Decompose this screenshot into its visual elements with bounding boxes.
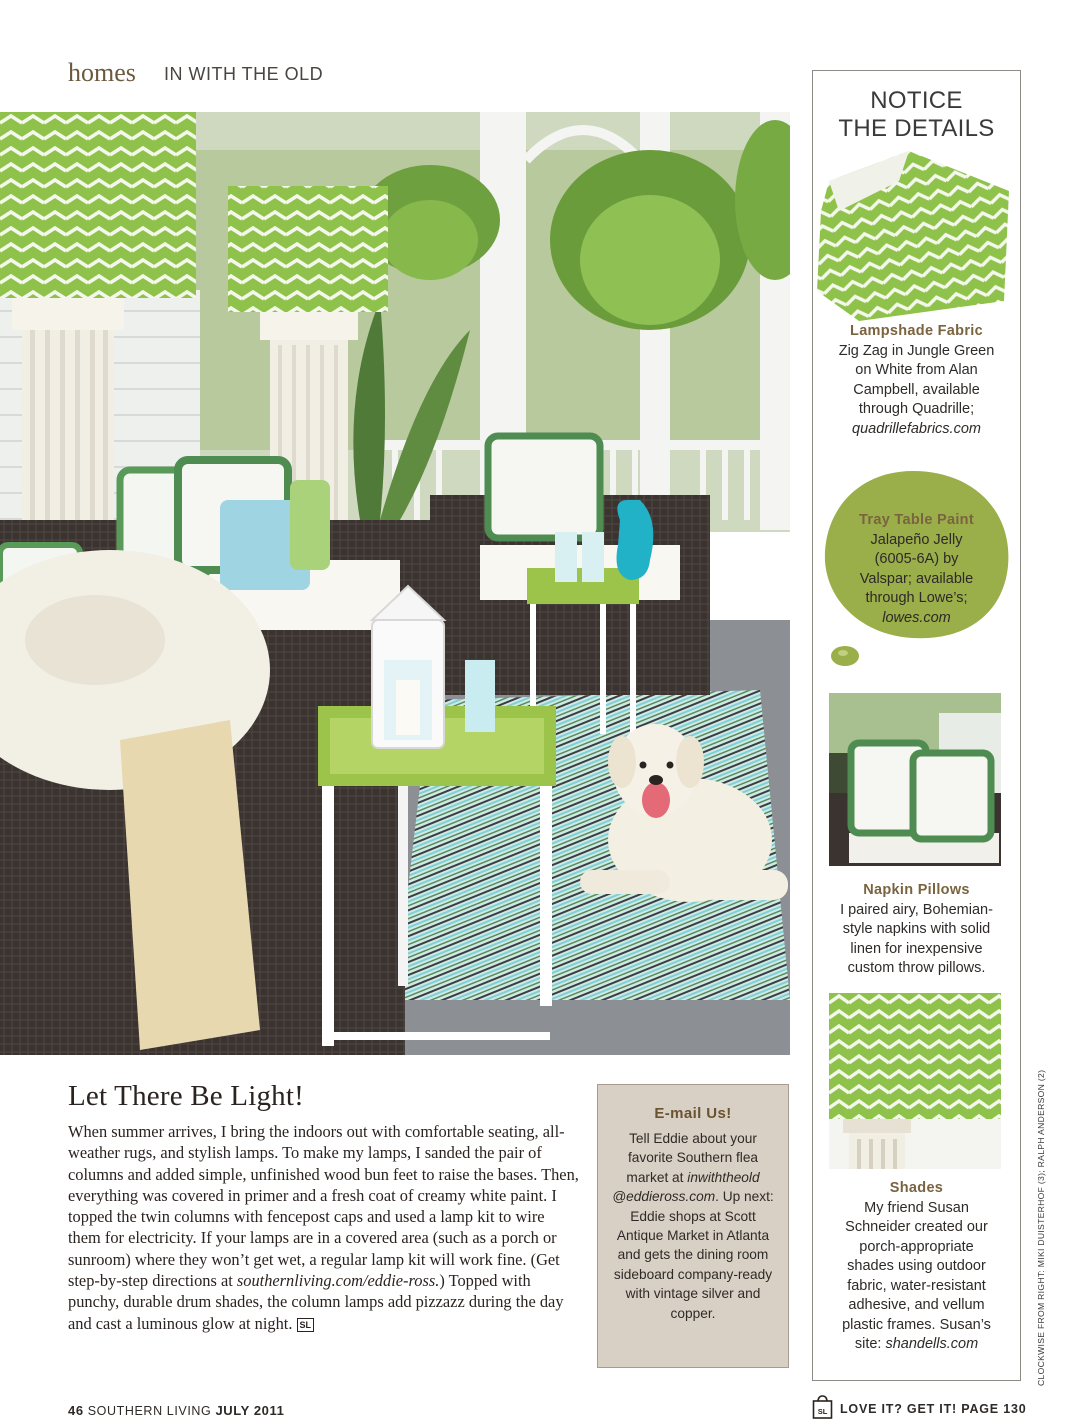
notice-details-sidebar <box>812 70 1021 1381</box>
napkin-pillows-caption: Napkin Pillows I paired airy, Bohemian- style napkins with solid linen for inexpensive custom throw pillows. <box>840 882 993 976</box>
article-title: Let There Be Light! <box>68 1080 304 1112</box>
lowes-link[interactable]: lowes.com <box>882 609 951 626</box>
love-it-get-it-promo[interactable] <box>812 1395 1027 1421</box>
section-name: homes <box>68 58 136 87</box>
photo-credit: CLOCKWISE FROM RIGHT: MIKI DUISTERHOF (3); RALPH ANDERSON (2) <box>1036 1069 1046 1386</box>
shopping-bag-icon <box>812 1395 833 1419</box>
end-mark-icon: SL <box>297 1318 315 1332</box>
email-heading: E-mail Us! <box>654 1105 732 1122</box>
lampshade-fabric-caption: Lampshade Fabric Zig Zag in Jungle Green on White from Alan Campbell, available through Quadrille; quadrillefabrics.com <box>838 323 995 437</box>
tray-paint-caption: Tray Table Paint Jalapeño Jelly (6005-6A) by Valspar; available through Lowe’s; lowes.com <box>859 512 974 626</box>
page-number: 46 <box>68 1403 84 1418</box>
quadrille-link[interactable]: quadrillefabrics.com <box>852 420 981 437</box>
email-text: Tell Eddie about your favorite Southern flea market at inwiththeold @eddieross.com. Up next: Eddie shops at Scott Antique Market in Atlanta and gets the dining room sideboard company-ready with vintage silver and copper. <box>612 1131 774 1321</box>
fabric-swatch-image <box>799 151 1021 323</box>
shades-image <box>829 993 1001 1169</box>
folio <box>68 1403 284 1418</box>
shandells-link[interactable]: shandells.com <box>885 1336 979 1352</box>
napkin-pillows-image <box>829 693 1001 866</box>
article-body: When summer arrives, I bring the indoors out with comfortable seating, all-weather rugs, and stylish lamps. To make my lamps, I sanded the pair of columns and added simple, unfinished wood bun feet to raise the bases. Then, everything was covered in primer and a fresh coat of creamy white paint. I topped the twin columns with fencepost caps and used a lamp kit to wire them for electricity. If your lamps are in a covered area (such as a porch or sunroom) where they won’t get wet, a regular lamp kit will work fine. (Get step-by-step directions at southernliving.com/eddie-ross.) Topped with punchy, durable drum shades, the column lamps add pizzazz during the day and cast a luminous glow at night. SL <box>68 1122 579 1333</box>
column-title: IN WITH THE OLD <box>164 64 324 84</box>
promo-text: LOVE IT? GET IT! PAGE 130 <box>840 1402 1027 1416</box>
email-address-link[interactable]: inwiththeold @eddieross.com <box>612 1169 760 1205</box>
sidebar-title: NOTICE THE DETAILS <box>838 87 995 142</box>
magazine-name: SOUTHERN LIVING <box>87 1404 212 1418</box>
southernliving-link[interactable]: southernliving.com/eddie-ross. <box>236 1271 440 1291</box>
article <box>68 1080 580 1334</box>
page-header <box>0 0 790 112</box>
email-us-box <box>597 1084 789 1368</box>
issue-date: JULY 2011 <box>215 1403 285 1418</box>
shades-caption: Shades My friend Susan Schneider created our porch-appropriate shades using outdoor fabric, water-resistant adhesive, and vellum plastic frames. Susan’s site: shandells.com <box>842 1180 991 1352</box>
svg-text:SL: SL <box>817 1407 828 1416</box>
